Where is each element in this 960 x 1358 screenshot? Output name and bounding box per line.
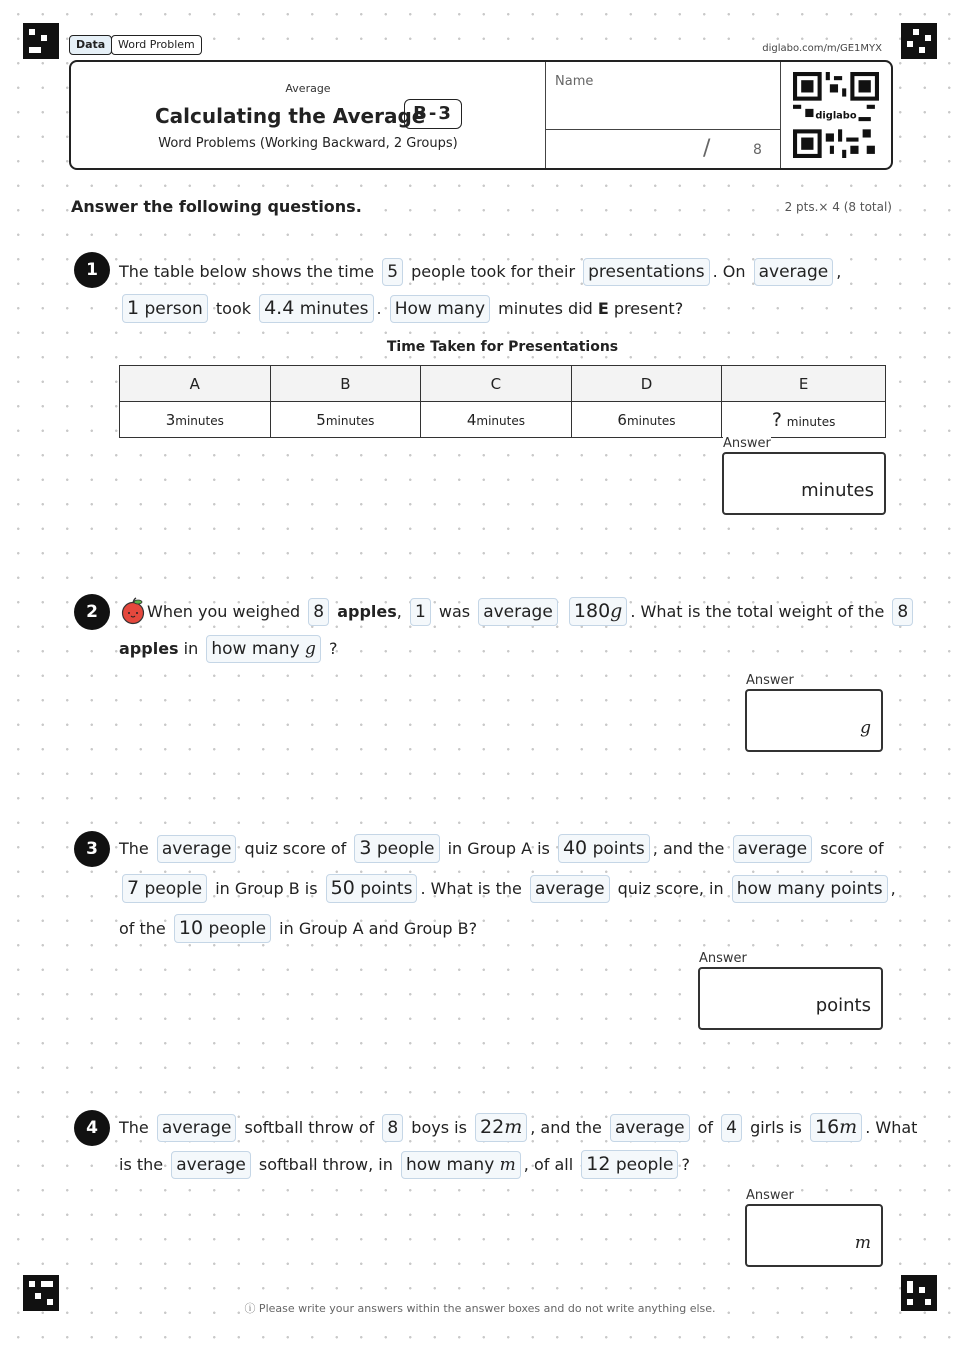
tag-word-problem: Word Problem	[111, 35, 202, 55]
q2-text-line-2: apples in how many g ?	[119, 632, 338, 666]
apple-icon	[120, 597, 146, 625]
q1-text-line-1: The table below shows the time 5 people took for their presentations . On average ,	[119, 255, 841, 289]
keyword-box: 5	[382, 258, 403, 286]
keyword-box: average	[478, 598, 558, 626]
category-label: Average	[285, 82, 331, 95]
keyword-box: average	[157, 835, 237, 863]
question-number-2: 2	[74, 594, 110, 630]
keyword-box: 8	[308, 598, 329, 626]
q3-text-line-2: 7 people in Group B is 50 points . What is the average quiz score, in how many points ,	[119, 872, 896, 906]
keyword-box: 4	[721, 1114, 742, 1142]
answer-unit: m	[854, 1233, 871, 1253]
score-total: 8	[753, 142, 762, 158]
presentation-time-table	[119, 365, 886, 438]
keyword-box: 180g	[569, 597, 627, 626]
keyword-box: 4.4 minutes	[259, 294, 373, 323]
keyword-box: how many g	[206, 635, 321, 663]
keyword-box: average	[171, 1151, 251, 1179]
keyword-box: 40 points	[558, 834, 650, 863]
table-cell: 3minutes	[120, 402, 271, 438]
table-header: A	[120, 366, 271, 402]
table-header: E	[722, 366, 886, 402]
q1-text-line-2: 1 person took 4.4 minutes . How many minutes did E present?	[119, 292, 683, 326]
answer-unit: minutes	[801, 480, 874, 501]
keyword-box: 3 people	[354, 834, 439, 863]
keyword-box: average	[733, 835, 813, 863]
keyword-box: average	[754, 258, 834, 286]
table-cell: 4minutes	[421, 402, 572, 438]
keyword-box: 10 people	[174, 914, 271, 943]
instructions: Answer the following questions.	[71, 197, 362, 216]
tag-data: Data	[69, 35, 112, 55]
answer-box-4[interactable]	[745, 1204, 883, 1267]
table-header: C	[421, 366, 572, 402]
answer-label: Answer	[699, 951, 747, 966]
keyword-box: average	[157, 1114, 237, 1142]
q2-text-line-1: When you weighed 8 apples, 1 was average 180g . What is the total weight of the 8	[147, 595, 916, 629]
question-number-3: 3	[74, 831, 110, 867]
keyword-box: average	[610, 1114, 690, 1142]
worksheet-code: B-3	[404, 99, 462, 129]
answer-unit: points	[815, 995, 871, 1016]
keyword-box: 22m	[475, 1113, 527, 1142]
answer-box-1[interactable]	[722, 452, 886, 515]
keyword-box: presentations	[583, 258, 709, 286]
corner-marker-top-right	[901, 23, 937, 59]
score-slash: /	[703, 136, 711, 161]
table-title: Time Taken for Presentations	[386, 339, 619, 355]
question-number-4: 4	[74, 1110, 110, 1146]
qr-code-icon	[793, 72, 879, 158]
corner-marker-top-left	[23, 23, 59, 59]
table-cell: 5minutes	[270, 402, 421, 438]
keyword-box: average	[530, 875, 610, 903]
worksheet-header	[69, 60, 893, 170]
q4-text-line-1: The average softball throw of 8 boys is 22m , and the average of 4 girls is 16m . What	[119, 1111, 917, 1145]
keyword-box: 16m	[810, 1113, 862, 1142]
page-subtitle: Word Problems (Working Backward, 2 Groups)	[158, 136, 458, 151]
table-cell: ? minutes	[722, 402, 886, 438]
page-title: Calculating the Average	[155, 104, 426, 128]
keyword-box: 7 people	[122, 874, 207, 903]
answer-box-3[interactable]	[698, 967, 883, 1030]
worksheet-url: diglabo.com/m/GE1MYX	[762, 43, 882, 54]
keyword-box: 8	[892, 598, 913, 626]
table-header: D	[571, 366, 722, 402]
keyword-box: how many m	[401, 1151, 521, 1179]
q3-text-line-1: The average quiz score of 3 people in Group A is 40 points , and the average score of	[119, 832, 884, 866]
keyword-box: 12 people	[581, 1150, 678, 1179]
keyword-box: How many	[390, 295, 490, 323]
points-note: 2 pts.× 4 (8 total)	[784, 200, 892, 214]
keyword-box: 8	[382, 1114, 403, 1142]
qr-label: diglabo	[815, 110, 857, 122]
keyword-box: 1 person	[122, 294, 208, 323]
keyword-box: how many points	[732, 875, 888, 903]
answer-label: Answer	[723, 436, 771, 451]
footer-note	[0, 1300, 960, 1316]
answer-unit: g	[860, 718, 871, 738]
answer-label: Answer	[746, 1188, 794, 1203]
q3-text-line-3: of the 10 people in Group A and Group B?	[119, 912, 477, 946]
answer-box-2[interactable]	[745, 689, 883, 752]
name-field-label: Name	[555, 74, 594, 89]
table-cell: 6minutes	[571, 402, 722, 438]
answer-label: Answer	[746, 673, 794, 688]
keyword-box: 50 points	[326, 874, 418, 903]
table-header: B	[270, 366, 421, 402]
keyword-box: 1	[410, 598, 431, 626]
question-number-1: 1	[74, 252, 110, 288]
q4-text-line-2: is the average softball throw, in how many m , of all 12 people ?	[119, 1148, 690, 1182]
footer-text: ⓘ Please write your answers within the answer boxes and do not write anything else.	[241, 1302, 718, 1315]
